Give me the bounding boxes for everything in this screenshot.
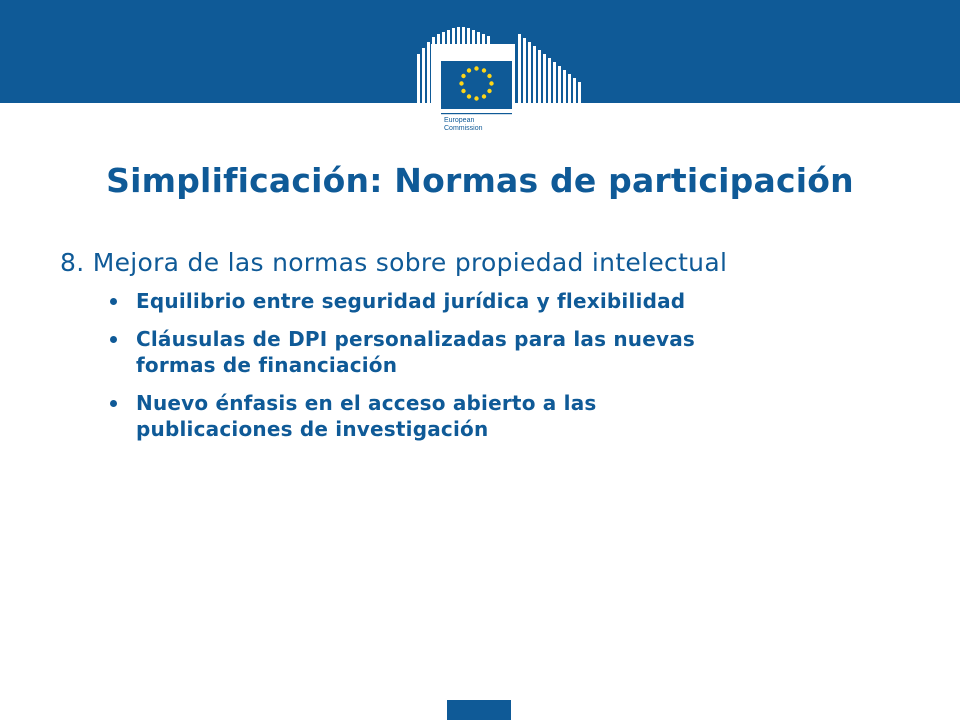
bullet-text: Nuevo énfasis en el acceso abierto a las publicaciones de investigación bbox=[136, 391, 597, 441]
section-heading: 8. Mejora de las normas sobre propiedad intelectual bbox=[60, 248, 728, 277]
footer-flag bbox=[447, 700, 511, 720]
bullet-item bbox=[108, 289, 736, 314]
bullet-icon bbox=[110, 336, 117, 343]
svg-text:Commission: Commission bbox=[444, 125, 483, 132]
slide-content bbox=[60, 248, 920, 455]
slide-title: Simplificación: Normas de participación bbox=[106, 161, 854, 200]
bullet-list bbox=[60, 289, 920, 442]
bullet-text: Cláusulas de DPI personalizadas para las nuevas formas de financiación bbox=[136, 327, 696, 377]
european-commission-logo bbox=[404, 24, 594, 136]
bullet-item bbox=[108, 327, 736, 378]
bullet-item bbox=[108, 391, 736, 442]
bullet-icon bbox=[110, 400, 117, 407]
bullet-icon bbox=[110, 298, 117, 305]
bullet-text: Equilibrio entre seguridad jurídica y flexibilidad bbox=[136, 289, 686, 313]
svg-text:European: European bbox=[444, 117, 475, 124]
